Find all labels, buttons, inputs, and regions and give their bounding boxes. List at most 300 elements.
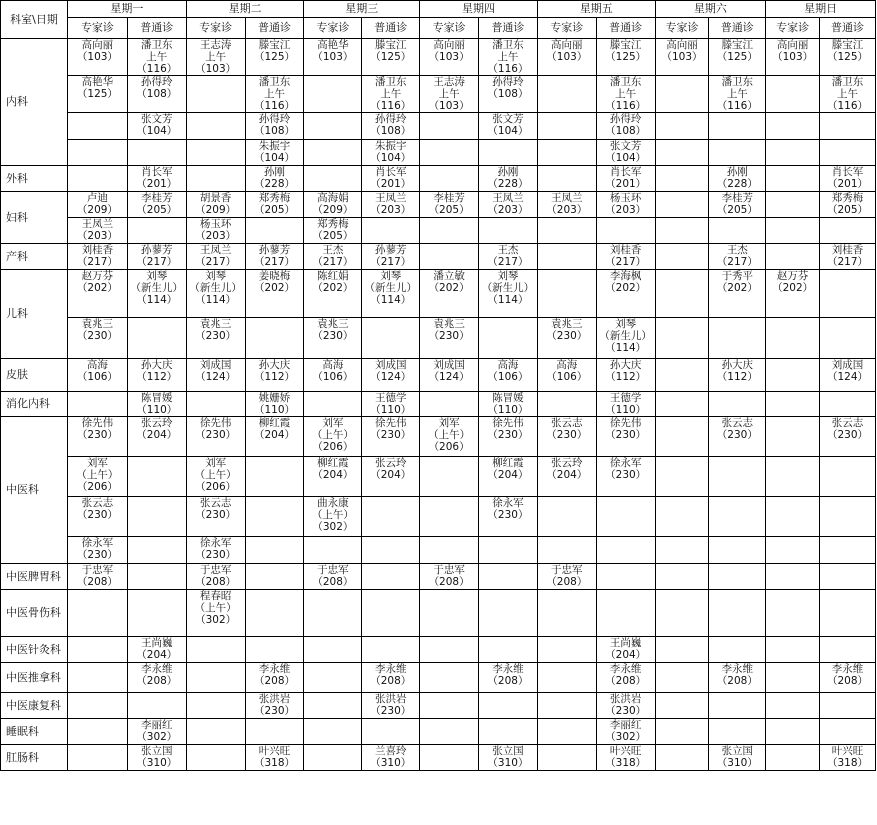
general-clinic-header: 普通诊	[596, 18, 655, 39]
doctor-name: 王志涛	[199, 39, 232, 51]
general-doctor-cell	[362, 76, 420, 113]
department-label: 中医科	[1, 417, 68, 564]
doctor-note: （106）	[312, 371, 354, 383]
general-doctor-cell	[596, 564, 655, 590]
doctor-note: （217）	[716, 256, 758, 268]
expert-doctor-cell	[420, 693, 479, 719]
doctor-note: （新生儿）	[599, 330, 652, 342]
expert-doctor-cell	[186, 693, 245, 719]
general-doctor-cell	[820, 192, 876, 218]
day-header: 星期日	[766, 1, 876, 18]
doctor-note: （202）	[76, 282, 118, 294]
general-clinic-header: 普通诊	[479, 18, 538, 39]
doctor-note: （230）	[487, 509, 529, 521]
doctor-note: （110）	[605, 404, 647, 416]
doctor-name: 孙得玲	[374, 113, 407, 125]
doctor-name: 柳红霞	[492, 457, 524, 469]
expert-doctor-cell	[420, 537, 479, 564]
doctor-note: （125）	[826, 51, 869, 63]
doctor-name: 叶兴旺	[609, 745, 642, 757]
department-label: 产科	[1, 244, 68, 270]
general-doctor-cell	[362, 359, 420, 392]
expert-doctor-cell	[655, 392, 709, 417]
expert-doctor-cell	[766, 218, 820, 244]
doctor-note: （217）	[253, 256, 296, 268]
schedule-row	[1, 590, 876, 637]
doctor-note: （104）	[487, 125, 529, 137]
doctor-note: （203）	[370, 204, 412, 216]
doctor-name: 徐永军	[199, 537, 232, 549]
day-header: 星期三	[304, 1, 420, 18]
doctor-name: 孙刚	[497, 166, 519, 178]
general-doctor-cell	[709, 270, 766, 318]
doctor-name: 滕宝江	[831, 39, 864, 51]
doctor-note: （上午）	[194, 469, 237, 481]
doctor-note: （112）	[605, 371, 647, 383]
department-label: 儿科	[1, 270, 68, 359]
doctor-name: 滕宝江	[374, 39, 407, 51]
doctor-name: 郑秀梅	[317, 218, 349, 230]
general-doctor-cell	[479, 359, 538, 392]
doctor-note: （202）	[605, 282, 647, 294]
doctor-name: 王杰	[726, 244, 748, 256]
schedule-row	[1, 719, 876, 745]
doctor-name: 徐先伟	[609, 417, 642, 429]
doctor-note: （230）	[605, 705, 647, 717]
doctor-name: 高海娟	[317, 192, 349, 204]
expert-doctor-cell	[67, 693, 127, 719]
expert-doctor-cell	[537, 693, 596, 719]
general-doctor-cell	[820, 497, 876, 537]
doctor-note: （217）	[487, 256, 529, 268]
general-doctor-cell	[245, 39, 304, 76]
doctor-name: 肖长军	[609, 166, 642, 178]
general-clinic-header: 普通诊	[362, 18, 420, 39]
doctor-note: （201）	[826, 178, 869, 190]
doctor-note: （114）	[370, 294, 412, 306]
expert-doctor-cell	[67, 39, 127, 76]
expert-doctor-cell	[655, 359, 709, 392]
general-doctor-cell	[709, 457, 766, 497]
doctor-note: （124）	[370, 371, 412, 383]
doctor-name: 刘成国	[831, 359, 864, 371]
doctor-name: 袁兆三	[317, 318, 349, 330]
doctor-name: 徐永军	[609, 457, 642, 469]
expert-doctor-cell	[655, 218, 709, 244]
general-doctor-cell	[820, 663, 876, 693]
schedule-row	[1, 663, 876, 693]
doctor-note: （230）	[253, 705, 296, 717]
general-doctor-cell	[820, 637, 876, 663]
general-clinic-header: 普通诊	[820, 18, 876, 39]
doctor-note: （217）	[312, 256, 354, 268]
expert-doctor-cell	[304, 457, 362, 497]
general-doctor-cell	[479, 457, 538, 497]
doctor-note: （108）	[370, 125, 412, 137]
general-doctor-cell	[596, 39, 655, 76]
expert-doctor-cell	[67, 359, 127, 392]
doctor-note: （114）	[136, 294, 178, 306]
general-doctor-cell	[362, 663, 420, 693]
doctor-name: 刘军	[322, 417, 344, 429]
general-doctor-cell	[596, 192, 655, 218]
general-doctor-cell	[362, 457, 420, 497]
doctor-name: 李永维	[721, 663, 754, 675]
doctor-note: （230）	[605, 429, 647, 441]
doctor-note: （新生儿）	[481, 282, 535, 294]
general-doctor-cell	[479, 270, 538, 318]
general-doctor-cell	[596, 745, 655, 771]
expert-doctor-cell	[186, 76, 245, 113]
doctor-note: 上午	[205, 51, 227, 63]
expert-doctor-cell	[67, 497, 127, 537]
department-label: 中医康复科	[1, 693, 68, 719]
schedule-row	[1, 166, 876, 192]
schedule-row	[1, 693, 876, 719]
general-doctor-cell	[596, 113, 655, 140]
doctor-name: 肖长军	[831, 166, 864, 178]
doctor-note: （302）	[312, 521, 354, 533]
general-doctor-cell	[820, 318, 876, 359]
doctor-note: （230）	[370, 429, 412, 441]
expert-doctor-cell	[420, 417, 479, 457]
doctor-note: （106）	[76, 371, 118, 383]
doctor-name: 王杰	[497, 244, 519, 256]
doctor-name: 高海	[322, 359, 344, 371]
expert-doctor-cell	[537, 417, 596, 457]
day-header: 星期四	[420, 1, 538, 18]
expert-doctor-cell	[537, 166, 596, 192]
doctor-note: （104）	[370, 152, 412, 164]
doctor-name: 徐先伟	[492, 417, 524, 429]
doctor-name: 朱振宇	[258, 140, 291, 152]
doctor-note: （上午）	[428, 429, 471, 441]
expert-doctor-cell	[537, 318, 596, 359]
general-doctor-cell	[479, 218, 538, 244]
doctor-name: 刘琴	[615, 318, 637, 330]
general-doctor-cell	[362, 318, 420, 359]
general-doctor-cell	[127, 218, 186, 244]
doctor-note: （208）	[826, 675, 869, 687]
doctor-name: 孙蓼芳	[141, 244, 173, 256]
general-doctor-cell	[127, 537, 186, 564]
doctor-name: 高海	[86, 359, 108, 371]
expert-doctor-cell	[537, 637, 596, 663]
general-doctor-cell	[127, 39, 186, 76]
expert-doctor-cell	[537, 564, 596, 590]
expert-clinic-header: 专家诊	[537, 18, 596, 39]
expert-doctor-cell	[304, 140, 362, 166]
doctor-name: 王凤兰	[551, 192, 583, 204]
general-doctor-cell	[820, 270, 876, 318]
department-label: 妇科	[1, 192, 68, 244]
expert-doctor-cell	[67, 192, 127, 218]
expert-doctor-cell	[67, 218, 127, 244]
general-doctor-cell	[820, 166, 876, 192]
doctor-note: （230）	[76, 429, 118, 441]
general-doctor-cell	[820, 359, 876, 392]
general-doctor-cell	[709, 637, 766, 663]
doctor-note: （208）	[195, 576, 237, 588]
doctor-name: 高向丽	[776, 39, 809, 51]
doctor-note: （108）	[136, 88, 178, 100]
general-doctor-cell	[820, 590, 876, 637]
doctor-name: 李丽红	[609, 719, 642, 731]
doctor-note: （116）	[605, 100, 647, 112]
general-doctor-cell	[709, 719, 766, 745]
doctor-name: 徐先伟	[199, 417, 232, 429]
doctor-name: 张文芳	[141, 113, 173, 125]
general-doctor-cell	[362, 693, 420, 719]
general-doctor-cell	[127, 564, 186, 590]
doctor-name: 潘卫东	[492, 39, 524, 51]
expert-doctor-cell	[766, 693, 820, 719]
doctor-note: （310）	[370, 757, 412, 769]
expert-doctor-cell	[186, 564, 245, 590]
expert-doctor-cell	[420, 76, 479, 113]
general-doctor-cell	[245, 637, 304, 663]
doctor-name: 陈冒媛	[141, 392, 173, 404]
general-doctor-cell	[362, 590, 420, 637]
doctor-note: （202）	[428, 282, 470, 294]
expert-doctor-cell	[537, 218, 596, 244]
doctor-name: 高向丽	[81, 39, 114, 51]
expert-doctor-cell	[537, 39, 596, 76]
expert-doctor-cell	[186, 590, 245, 637]
doctor-name: 肖长军	[374, 166, 407, 178]
doctor-name: 叶兴旺	[258, 745, 291, 757]
expert-doctor-cell	[420, 318, 479, 359]
doctor-note: （104）	[136, 125, 178, 137]
doctor-note: （125）	[716, 51, 758, 63]
general-doctor-cell	[362, 745, 420, 771]
expert-doctor-cell	[304, 590, 362, 637]
doctor-note: （217）	[136, 256, 178, 268]
doctor-name: 滕宝江	[721, 39, 754, 51]
expert-doctor-cell	[420, 719, 479, 745]
doctor-note: （203）	[605, 204, 647, 216]
general-doctor-cell	[596, 218, 655, 244]
department-label: 中医针灸科	[1, 637, 68, 663]
doctor-note: （116）	[487, 63, 529, 75]
doctor-note: 上午	[264, 88, 285, 100]
doctor-name: 李桂芳	[433, 192, 465, 204]
doctor-note: （205）	[716, 204, 758, 216]
schedule-row	[1, 637, 876, 663]
doctor-name: 王凤兰	[492, 192, 524, 204]
day-header: 星期二	[186, 1, 304, 18]
doctor-note: （217）	[195, 256, 237, 268]
doctor-note: （230）	[76, 509, 118, 521]
expert-doctor-cell	[655, 140, 709, 166]
doctor-note: （209）	[312, 204, 354, 216]
expert-doctor-cell	[304, 719, 362, 745]
doctor-note: 上午	[380, 88, 402, 100]
general-doctor-cell	[127, 113, 186, 140]
schedule-row	[1, 745, 876, 771]
doctor-name: 杨玉环	[199, 218, 232, 230]
doctor-note: （310）	[136, 757, 178, 769]
doctor-note: （上午）	[311, 429, 354, 441]
expert-doctor-cell	[304, 497, 362, 537]
general-doctor-cell	[362, 637, 420, 663]
expert-doctor-cell	[655, 270, 709, 318]
schedule-row	[1, 318, 876, 359]
doctor-name: 李永维	[141, 663, 173, 675]
general-doctor-cell	[127, 719, 186, 745]
general-doctor-cell	[479, 192, 538, 218]
expert-doctor-cell	[304, 417, 362, 457]
expert-doctor-cell	[537, 745, 596, 771]
general-doctor-cell	[479, 719, 538, 745]
doctor-note: 上午	[146, 51, 168, 63]
general-doctor-cell	[709, 359, 766, 392]
general-doctor-cell	[820, 693, 876, 719]
doctor-name: 滕宝江	[258, 39, 291, 51]
doctor-note: （125）	[370, 51, 412, 63]
expert-doctor-cell	[537, 270, 596, 318]
doctor-name: 程春昭	[199, 590, 232, 602]
doctor-note: （302）	[605, 731, 647, 743]
doctor-note: （103）	[428, 100, 470, 112]
general-doctor-cell	[245, 359, 304, 392]
doctor-name: 刘军	[86, 457, 108, 469]
doctor-note: （新生儿）	[130, 282, 184, 294]
general-doctor-cell	[479, 392, 538, 417]
general-doctor-cell	[709, 537, 766, 564]
doctor-name: 张洪岩	[258, 693, 291, 705]
doctor-note: （217）	[826, 256, 869, 268]
general-doctor-cell	[245, 745, 304, 771]
doctor-note: （108）	[605, 125, 647, 137]
general-doctor-cell	[362, 719, 420, 745]
doctor-name: 高海	[556, 359, 578, 371]
doctor-name: 郑秀梅	[831, 192, 864, 204]
expert-doctor-cell	[304, 192, 362, 218]
doctor-name: 袁兆三	[433, 318, 465, 330]
expert-doctor-cell	[420, 637, 479, 663]
doctor-name: 郑秀梅	[258, 192, 291, 204]
general-doctor-cell	[596, 693, 655, 719]
doctor-note: （208）	[253, 675, 296, 687]
schedule-row	[1, 39, 876, 76]
schedule-row	[1, 457, 876, 497]
doctor-name: 于忠军	[317, 564, 349, 576]
doctor-name: 李永维	[831, 663, 864, 675]
doctor-note: （204）	[253, 429, 296, 441]
expert-doctor-cell	[655, 564, 709, 590]
doctor-name: 刘军	[205, 457, 227, 469]
expert-doctor-cell	[655, 192, 709, 218]
general-doctor-cell	[362, 564, 420, 590]
doctor-name: 李桂芳	[141, 192, 173, 204]
doctor-name: 孙蓼芳	[374, 244, 407, 256]
doctor-name: 刘桂香	[609, 244, 642, 256]
doctor-name: 张云志	[551, 417, 583, 429]
general-doctor-cell	[596, 392, 655, 417]
expert-doctor-cell	[537, 457, 596, 497]
general-doctor-cell	[127, 417, 186, 457]
doctor-note: （208）	[487, 675, 529, 687]
general-doctor-cell	[596, 76, 655, 113]
doctor-note: （116）	[716, 100, 758, 112]
doctor-note: （上午）	[194, 602, 237, 614]
doctor-note: （205）	[136, 204, 178, 216]
doctor-name: 王凤兰	[199, 244, 232, 256]
general-doctor-cell	[479, 663, 538, 693]
doctor-note: （116）	[136, 63, 178, 75]
general-doctor-cell	[362, 166, 420, 192]
general-doctor-cell	[245, 140, 304, 166]
doctor-note: （116）	[826, 100, 869, 112]
doctor-note: （106）	[487, 371, 529, 383]
doctor-note: （318）	[605, 757, 647, 769]
doctor-name: 刘琴	[205, 270, 227, 282]
general-doctor-cell	[245, 417, 304, 457]
doctor-note: （230）	[605, 469, 647, 481]
doctor-note: （103）	[546, 51, 588, 63]
expert-doctor-cell	[304, 113, 362, 140]
expert-doctor-cell	[67, 270, 127, 318]
expert-doctor-cell	[67, 719, 127, 745]
general-doctor-cell	[596, 244, 655, 270]
doctor-note: （103）	[428, 51, 470, 63]
expert-doctor-cell	[537, 244, 596, 270]
doctor-note: （302）	[136, 731, 178, 743]
doctor-name: 李永维	[492, 663, 524, 675]
expert-doctor-cell	[67, 637, 127, 663]
expert-doctor-cell	[655, 745, 709, 771]
general-doctor-cell	[820, 745, 876, 771]
doctor-name: 张云志	[831, 417, 864, 429]
expert-doctor-cell	[304, 218, 362, 244]
doctor-note: （206）	[195, 481, 237, 493]
doctor-note: （217）	[76, 256, 118, 268]
doctor-name: 孙得玲	[141, 76, 173, 88]
expert-doctor-cell	[766, 537, 820, 564]
doctor-name: 曲永康	[317, 497, 349, 509]
general-doctor-cell	[362, 218, 420, 244]
expert-doctor-cell	[420, 497, 479, 537]
doctor-note: （228）	[253, 178, 296, 190]
doctor-note: （204）	[605, 649, 647, 661]
expert-doctor-cell	[420, 457, 479, 497]
doctor-name: 张洪岩	[609, 693, 642, 705]
doctor-note: （112）	[716, 371, 758, 383]
doctor-note: （208）	[136, 675, 178, 687]
expert-doctor-cell	[304, 392, 362, 417]
expert-doctor-cell	[420, 745, 479, 771]
schedule-row	[1, 564, 876, 590]
expert-doctor-cell	[537, 76, 596, 113]
general-doctor-cell	[245, 564, 304, 590]
expert-doctor-cell	[766, 39, 820, 76]
general-doctor-cell	[709, 192, 766, 218]
expert-doctor-cell	[67, 663, 127, 693]
day-header: 星期六	[655, 1, 766, 18]
doctor-note: （204）	[370, 469, 412, 481]
doctor-name: 刘成国	[374, 359, 407, 371]
expert-doctor-cell	[67, 457, 127, 497]
general-doctor-cell	[596, 140, 655, 166]
expert-doctor-cell	[186, 417, 245, 457]
doctor-name: 徐先伟	[81, 417, 114, 429]
general-doctor-cell	[245, 590, 304, 637]
doctor-note: （204）	[546, 469, 588, 481]
department-label: 睡眠科	[1, 719, 68, 745]
general-doctor-cell	[127, 76, 186, 113]
general-doctor-cell	[245, 192, 304, 218]
